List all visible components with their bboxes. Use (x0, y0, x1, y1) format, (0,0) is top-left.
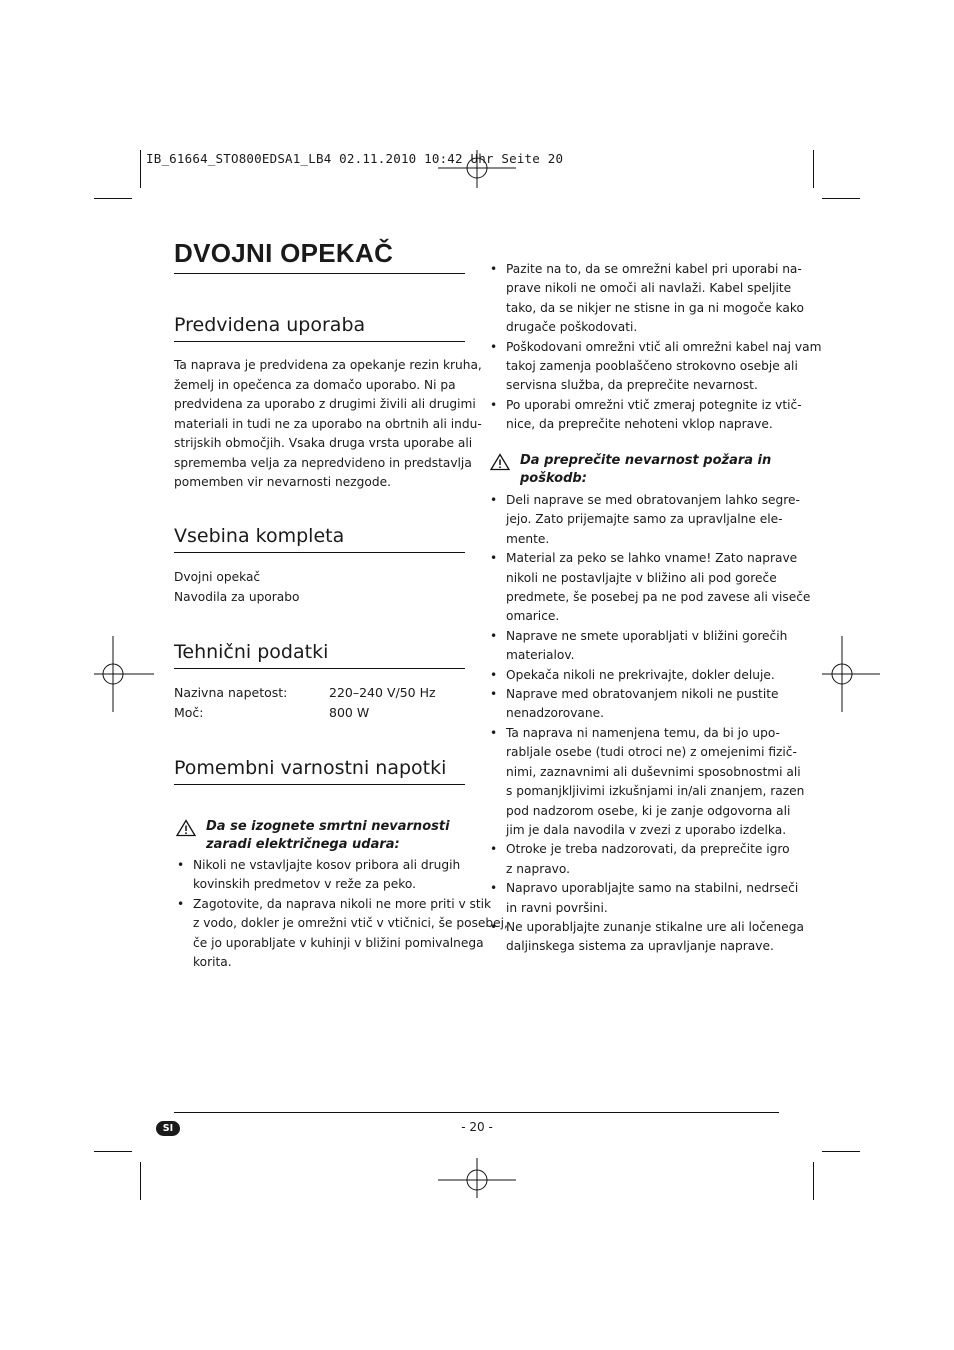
text-line: prave nikoli ne omoči ali navlaži. Kabel speljite (506, 281, 792, 296)
text-line: rabljale osebe (tudi otroci ne) z omejenimi fizič- (506, 745, 797, 760)
warning-text-line: Da preprečite nevarnost požara in (520, 453, 772, 468)
text-line: daljinskega sistema za upravljanje naprave. (506, 939, 774, 954)
crop-mark (813, 1162, 814, 1200)
intended-use-paragraph (174, 356, 482, 493)
text-line: predvidena za uporabo z drugimi živili ali drugimi (174, 397, 476, 411)
text-line: • Pazite na to, da se omrežni kabel pri uporabi na- (506, 262, 802, 276)
list-item (488, 666, 780, 685)
text-line: materiali in tudi ne za uporabo na obrtnih ali indu- (174, 416, 482, 431)
list-item (488, 627, 788, 666)
warning-text-line: zaradi električnega udara: (206, 837, 400, 852)
text-line: nenadzorovane. (506, 706, 604, 721)
warning-triangle-icon (176, 819, 196, 837)
text-line: Dvojni opekač (174, 570, 261, 584)
crop-mark (140, 150, 141, 188)
language-badge: SI (156, 1121, 180, 1136)
section-heading-safety: Pomembni varnostni napotki (174, 757, 465, 785)
list-item (488, 338, 822, 396)
text-line: • Po uporabi omrežni vtič zmeraj potegnite iz vtič- (506, 397, 802, 412)
text-line: • Opekača nikoli ne prekrivajte, dokler deluje. (506, 667, 775, 682)
warning-triangle-icon (490, 453, 510, 471)
text-line: Ta naprava je predvidena za opekanje rezin kruha, (174, 358, 482, 372)
list-item (175, 895, 508, 973)
text-line: mente. (506, 531, 550, 546)
text-line: • Naprave med obratovanjem nikoli ne pustite (506, 687, 779, 702)
crop-mark (813, 150, 814, 188)
text-line: • Ne uporabljajte zunanje stikalne ure ali ločenega (506, 919, 804, 934)
text-line: omarice. (506, 609, 560, 624)
text-line: takoj zamenja pooblaščeno strokovno osebje ali (506, 359, 798, 374)
crop-mark (94, 198, 132, 199)
warning-text-line: Da se izognete smrtni nevarnosti (206, 819, 450, 834)
technical-value: 220–240 V/50 Hz (329, 685, 436, 700)
list-item (488, 840, 790, 879)
registration-mark-icon (438, 1150, 516, 1200)
technical-value: 800 W (329, 705, 370, 720)
text-line: korita. (193, 955, 232, 970)
section-heading-intended-use: Predvidena uporaba (174, 314, 465, 342)
list-item (488, 396, 802, 435)
technical-label: Moč: (174, 705, 204, 720)
text-line: drugače poškodovati. (506, 320, 638, 335)
text-line: • Otroke je treba nadzorovati, da preprečite igro (506, 842, 790, 857)
registration-mark-icon (94, 636, 172, 714)
list-item (488, 879, 799, 918)
list-item (488, 549, 811, 627)
registration-mark-icon (802, 636, 880, 714)
text-line: • Naprave ne smete uporabljati v bližini gorečih (506, 628, 788, 643)
technical-row (174, 683, 436, 703)
text-line: s pomanjkljivimi izkušnjami in/ali znanjem, razen (506, 784, 805, 799)
print-header-stamp: IB_61664_STO800EDSA1_LB4 02.11.2010 10:42 Uhr Seite 20 (146, 151, 564, 166)
section-heading-technical: Tehnični podatki (174, 641, 465, 669)
text-line: • Nikoli ne vstavljajte kosov pribora ali drugih (193, 858, 461, 872)
text-line: če jo uporabljate v kuhinji v bližini pomivalnega (193, 935, 484, 950)
contents-list (174, 568, 466, 607)
list-item (488, 685, 780, 724)
text-line: kovinskih predmetov v reže za peko. (193, 877, 417, 892)
text-line: nimi, zaznavnimi ali duševnimi sposobnostmi ali (506, 764, 801, 779)
page-number: - 20 - (461, 1120, 493, 1134)
electric-safety-list (175, 856, 508, 972)
technical-label: Nazivna napetost: (174, 685, 288, 700)
crop-mark (140, 1162, 141, 1200)
text-line: nikoli ne postavljajte v bližino ali pod goreče (506, 570, 777, 585)
text-line: • Deli naprave se med obratovanjem lahko segre- (506, 493, 800, 507)
crop-mark (822, 198, 860, 199)
text-line: žemelj in opečenca za domačo uporabo. Ni pa (174, 377, 456, 392)
technical-data-table (174, 683, 436, 723)
page-title: DVOJNI OPEKAČ (174, 238, 465, 274)
text-line: sprememba velja za nepredvideno in predstavlja (174, 455, 472, 470)
text-line: • Zagotovite, da naprava nikoli ne more priti v stik (193, 896, 492, 911)
technical-row (174, 703, 436, 723)
warning-fire (490, 452, 780, 488)
cable-safety-list (488, 260, 822, 435)
text-line: jim je dala navodila v zvezi z uporabo izdelka. (506, 822, 787, 837)
text-line: nice, da preprečite nehoteni vklop naprave. (506, 417, 773, 432)
list-item (175, 856, 467, 895)
text-line: materialov. (506, 648, 575, 663)
text-line: • Ta naprava ni namenjena temu, da bi jo upo- (506, 725, 780, 740)
text-line: servisna služba, da preprečite nevarnost. (506, 378, 758, 393)
text-line: in ravni površini. (506, 900, 608, 915)
text-line: strijskih območjih. Vsaka druga vrsta uporabe ali (174, 436, 473, 450)
text-line: predmete, še posebej pa ne pod zavese ali viseče (506, 590, 811, 605)
text-line: z napravo. (506, 861, 571, 876)
registration-mark-icon (438, 134, 516, 212)
text-line: • Poškodovani omrežni vtič ali omrežni kabel naj vam (506, 339, 822, 354)
text-line: z vodo, dokler je omrežni vtič v vtičnici, še posebej, (193, 916, 508, 931)
fire-safety-list (488, 491, 811, 957)
warning-text-line: poškodb: (520, 471, 587, 486)
footer-divider (174, 1112, 779, 1113)
list-item (488, 724, 805, 840)
text-line: tako, da se nikjer ne stisne in ga ni mogoče kako (506, 300, 804, 315)
crop-mark (822, 1151, 860, 1152)
list-item (488, 918, 804, 957)
text-line: Navodila za uporabo (174, 589, 300, 604)
text-line: • Material za peko se lahko vname! Zato naprave (506, 551, 798, 566)
list-item (488, 491, 800, 549)
text-line: pod nadzorom osebe, ki je zanje odgovorna ali (506, 803, 791, 818)
text-line: pomemben vir nevarnosti nezgode. (174, 475, 391, 489)
list-item (488, 260, 804, 338)
text-line: jejo. Zato prijemajte samo za upravljalne ele- (506, 512, 783, 527)
section-heading-contents: Vsebina kompleta (174, 525, 465, 553)
text-line: • Napravo uporabljajte samo na stabilni, nedrseči (506, 881, 799, 896)
crop-mark (94, 1151, 132, 1152)
warning-electric-shock (176, 818, 466, 854)
